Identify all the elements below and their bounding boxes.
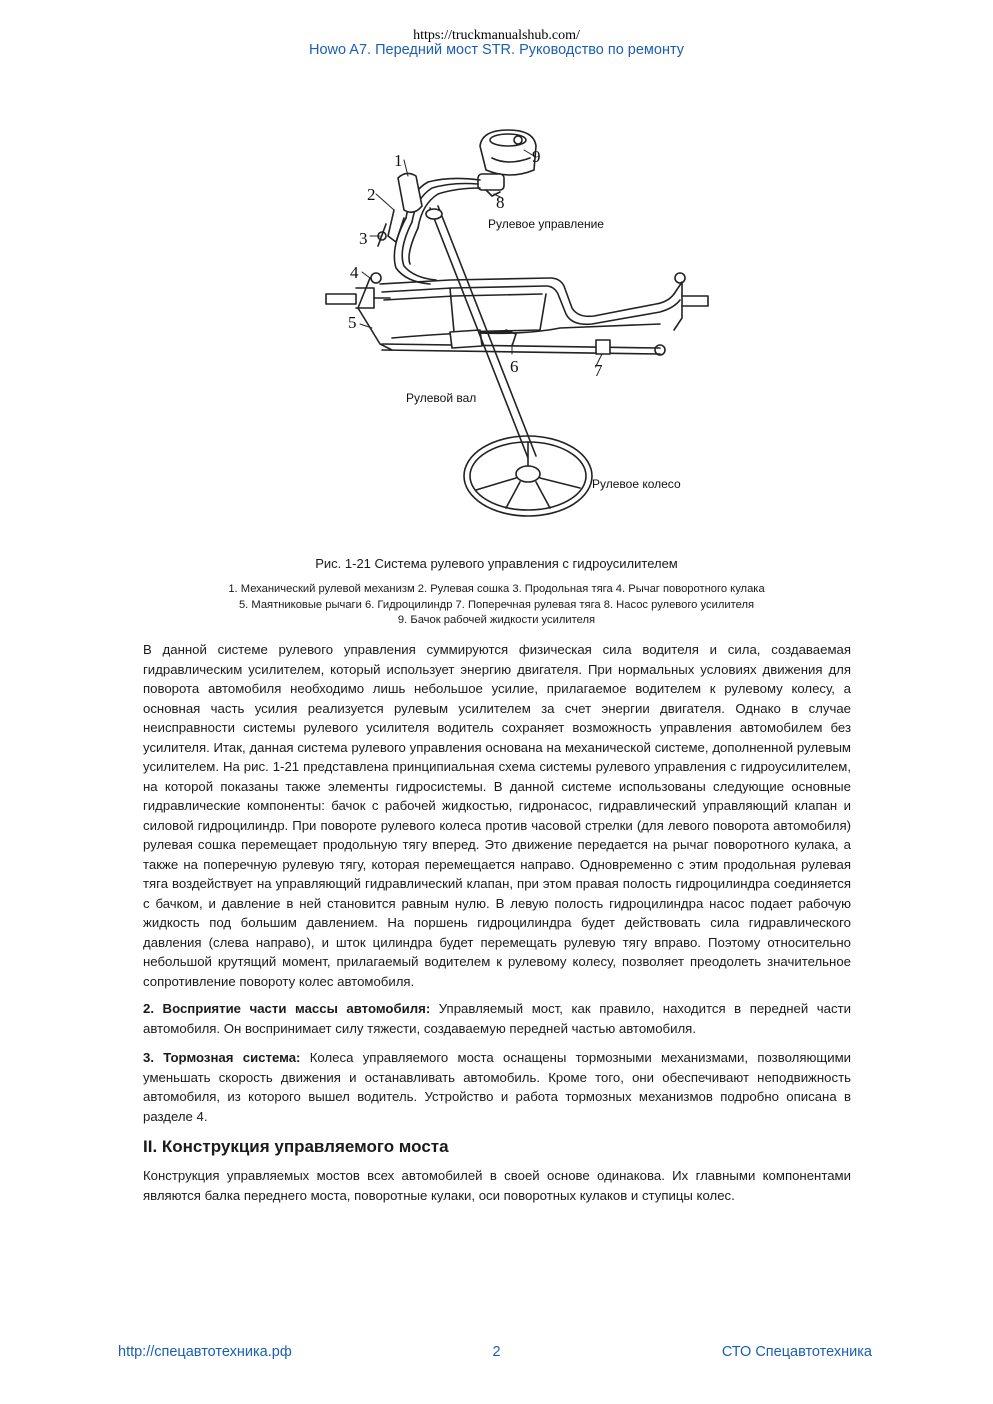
legend-line: 5. Маятниковые рычаги 6. Гидроцилиндр 7. Поперечная рулевая тяга 8. Насос рулевого усилителя [238, 598, 755, 611]
source-url[interactable]: https://truckmanualshub.com/ [413, 28, 580, 43]
callout-7: 7 [594, 361, 603, 380]
legend-line: 1. Механический рулевой механизм 2. Рулевая сошка 3. Продольная тяга 4. Рычаг поворотного кулака [228, 583, 765, 595]
callout-3: 3 [359, 229, 368, 248]
callout-8: 8 [496, 193, 505, 212]
steering-system-drawing [310, 118, 730, 548]
page-number: 2 [492, 1344, 501, 1360]
label-steering-control: Рулевое управление [488, 217, 604, 231]
page-footer [0, 1344, 993, 1364]
item-3-text: Колеса управляемого моста оснащены тормозными механизмами, позволяющими уменьшать скорость движения и останавливать автомобиль. Кроме того, они обеспечивают неподвижность автомобиля, из которого вышел водитель. Устройство и работа тормозных механизмов подробно описана в разделе 4. [143, 1050, 852, 1124]
callout-5: 5 [348, 313, 357, 332]
item-2-title: 2. Восприятие части массы автомобиля: [143, 1001, 431, 1016]
label-steering-shaft: Рулевой вал [406, 391, 477, 405]
document-title: Howo A7. Передний мост STR. Руководство по ремонту [308, 42, 685, 58]
paragraph-item-2 [143, 999, 851, 1038]
paragraph-item-3 [143, 1048, 851, 1126]
figure-legend [0, 582, 993, 629]
callout-1: 1 [394, 151, 403, 170]
item-2-text: Управляемый мост, как правило, находится в передней части автомобиля. Он воспринимает силу тяжести, создаваемую передней частью автомобиля. [143, 1001, 852, 1036]
steering-wheel-drawing [464, 436, 592, 516]
callout-2: 2 [367, 185, 376, 204]
label-steering-wheel: Рулевое колесо [592, 477, 681, 491]
item-3-title: 3. Тормозная система: [143, 1050, 301, 1065]
section-heading: II. Конструкция управляемого моста [143, 1137, 449, 1156]
callout-9: 9 [532, 147, 541, 166]
callout-4: 4 [350, 263, 359, 282]
footer-brand: СТО Спецавтотехника [721, 1344, 872, 1360]
main-content [143, 640, 851, 1215]
callout-6: 6 [510, 357, 519, 376]
steering-system-figure [310, 118, 730, 548]
legend-line: 9. Бачок рабочей жидкости усилителя [397, 614, 596, 626]
paragraph-power-steering: В данной системе рулевого управления суммируются физическая сила водителя и сила, создаваемая гидравлическим усилителем, который использует энергию двигателя. При нормальных условиях движения для поворота автомобиля необходимо лишь небольшое усилие, прилагаемое водителем к рулевому колесу, а основная часть усилия реализуется рулевым усилителем за счет энергии двигателя. Однако в случае неисправности системы рулевого усилителя водитель сохраняет возможность управления автомобилем без усилителя. Итак, данная система рулевого управления основана на механической системе, дополненной рулевым усилителем. На рис. 1-21 представлена принципиальная схема системы рулевого управления с гидроусилителем, на которой показаны также элементы гидросистемы. В данной системе использованы следующие основные гидравлические компоненты: бачок с рабочей жидкостью, гидронасос, гидравлический управляющий клапан и силовой гидроцилиндр. При повороте рулевого колеса против часовой стрелки (для левого поворота автомобиля) рулевая сошка перемещает продольную тягу вперед. Это движение передается на рычаг поворотного кулака, а также на поперечную рулевую тягу, которая перемещается направо. Одновременно с этим продольная рулевая тяга воздействует на управляющий гидравлический клапан, при этом правая полость гидроцилиндра соединяется с бачком, и давление в ней становится равным нулю. В левую полость гидроцилиндра насос подает рабочую жидкость под большим давлением. На поршень гидроцилиндра будет действовать сила гидравлического давления (слева направо), и шток цилиндра будет перемещать рулевую тягу вправо. Поэтому относительно небольшой крутящий момент, прилагаемый водителем к рулевому колесу, позволяет преодолеть значительное сопротивление повороту колес автомобиля. [143, 642, 851, 989]
paragraph-axle-construction: Конструкция управляемых мостов всех автомобилей в своей основе одинакова. Их главными компонентами являются балка переднего моста, поворотные кулаки, оси поворотных кулаков и ступицы колес. [143, 1168, 851, 1203]
figure-caption: Рис. 1-21 Система рулевого управления с гидроусилителем [315, 556, 678, 571]
footer-link[interactable]: http://спецавтотехника.рф [118, 1344, 292, 1360]
